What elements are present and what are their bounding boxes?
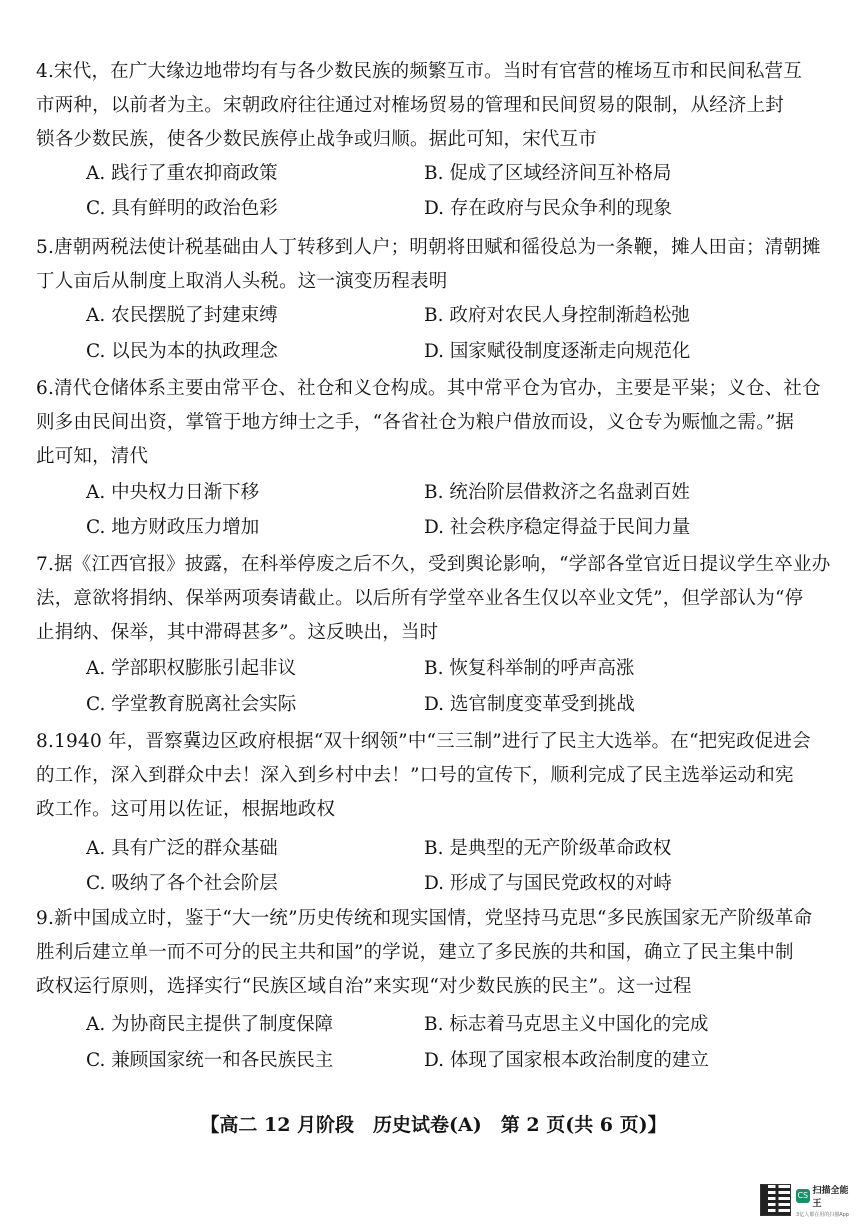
question-stem-line: 政工作。这可用以佐证，根据地政权 — [36, 799, 336, 820]
qr-code-icon — [760, 1184, 791, 1216]
option-b: B. 恢复科举制的呼声高涨 — [424, 658, 635, 679]
cs-logo-icon: CS — [796, 1189, 810, 1203]
question-stem-line: 胜利后建立单一而不可分的民主共和国”的学说，建立了多民族的共和国，确立了民主集中制 — [36, 942, 794, 963]
option-d: D. 形成了与国民党政权的对峙 — [424, 873, 672, 894]
question-stem-line: 6.清代仓储体系主要由常平仓、社仓和义仓构成。其中常平仓为官办，主要是平粜；义仓、社仓 — [36, 378, 821, 399]
question-stem-line: 的工作，深入到群众中去！深入到乡村中去！”口号的宣传下，顺利完成了民主选举运动和宪 — [36, 765, 794, 786]
option-d: D. 体现了国家根本政治制度的建立 — [424, 1050, 709, 1071]
option-b: B. 促成了区域经济间互补格局 — [424, 163, 672, 184]
option-c: C. 吸纳了各个社会阶层 — [86, 873, 278, 894]
option-b: B. 统治阶层借救济之名盘剥百姓 — [424, 482, 690, 503]
option-b: B. 是典型的无产阶级革命政权 — [424, 838, 672, 859]
watermark-subtitle: 3亿人都在用的扫描App — [796, 1211, 849, 1218]
watermark-title — [796, 1183, 856, 1209]
scanner-watermark — [760, 1180, 856, 1220]
option-d: D. 存在政府与民众争利的现象 — [424, 198, 672, 219]
option-a: A. 学部职权膨胀引起非议 — [86, 658, 297, 679]
option-c: C. 地方财政压力增加 — [86, 517, 260, 538]
option-b: B. 政府对农民人身控制渐趋松弛 — [424, 305, 690, 326]
question-stem-line: 此可知，清代 — [36, 446, 149, 467]
question-stem-line: 4.宋代，在广大缘边地带均有与各少数民族的频繁互市。当时有官营的榷场互市和民间私营互 — [36, 61, 803, 82]
watermark-app-name: 扫描全能王 — [812, 1185, 849, 1209]
option-d: D. 国家赋役制度逐渐走向规范化 — [424, 341, 691, 362]
question-stem-line: 8.1940 年，晋察冀边区政府根据“双十纲领”中“三三制”进行了民主大选举。在“把宪政促进会 — [36, 731, 811, 752]
option-a: A. 农民摆脱了封建束缚 — [86, 305, 278, 326]
question-stem-line: 法，意欲将捐纳、保举两项奏请截止。以后所有学堂卒业各生仅以卒业文凭”，但学部认为“停 — [36, 588, 804, 609]
question-stem-line: 市两种，以前者为主。宋朝政府往往通过对榷场贸易的管理和民间贸易的限制，从经济上封 — [36, 95, 785, 116]
option-a: A. 中央权力日渐下移 — [86, 482, 260, 503]
question-stem-line: 7.据《江西官报》披露，在科举停废之后不久，受到舆论影响，“学部各堂官近日提议学生卒业办 — [36, 554, 831, 575]
option-c: C. 以民为本的执政理念 — [86, 341, 278, 362]
question-stem-line: 锁各少数民族，使各少数民族停止战争或归顺。据此可知，宋代互市 — [36, 129, 598, 150]
question-stem-line: 9.新中国成立时，鉴于“大一统”历史传统和现实国情，党坚持马克思“多民族国家无产阶级革命 — [36, 908, 813, 929]
option-c: C. 学堂教育脱离社会实际 — [86, 694, 297, 715]
question-stem-line: 止捐纳、保举，其中滞碍甚多”。这反映出，当时 — [36, 622, 439, 643]
option-a: A. 践行了重农抑商政策 — [86, 163, 278, 184]
option-d: D. 选官制度变革受到挑战 — [424, 694, 635, 715]
question-stem-line: 政权运行原则，选择实行“民族区域自治”来实现“对少数民族的民主”。这一过程 — [36, 976, 692, 997]
page-footer: 【高二 12 月阶段 历史试卷(A) 第 2 页(共 6 页)】 — [200, 1114, 667, 1136]
option-b: B. 标志着马克思主义中国化的完成 — [424, 1014, 709, 1035]
question-stem-line: 丁人亩后从制度上取消人头税。这一演变历程表明 — [36, 271, 448, 292]
option-c: C. 兼顾国家统一和各民族民主 — [86, 1050, 334, 1071]
option-c: C. 具有鲜明的政治色彩 — [86, 198, 278, 219]
question-stem-line: 5.唐朝两税法使计税基础由人丁转移到人户；明朝将田赋和徭役总为一条鞭，摊人田亩；清朝摊 — [36, 237, 821, 258]
watermark-text — [796, 1183, 856, 1218]
option-d: D. 社会秩序稳定得益于民间力量 — [424, 517, 691, 538]
option-a: A. 为协商民主提供了制度保障 — [86, 1014, 334, 1035]
option-a: A. 具有广泛的群众基础 — [86, 838, 278, 859]
question-stem-line: 则多由民间出资，掌管于地方绅士之手，“各省社仓为粮户借放而设，义仓专为赈恤之需。”据 — [36, 412, 795, 433]
